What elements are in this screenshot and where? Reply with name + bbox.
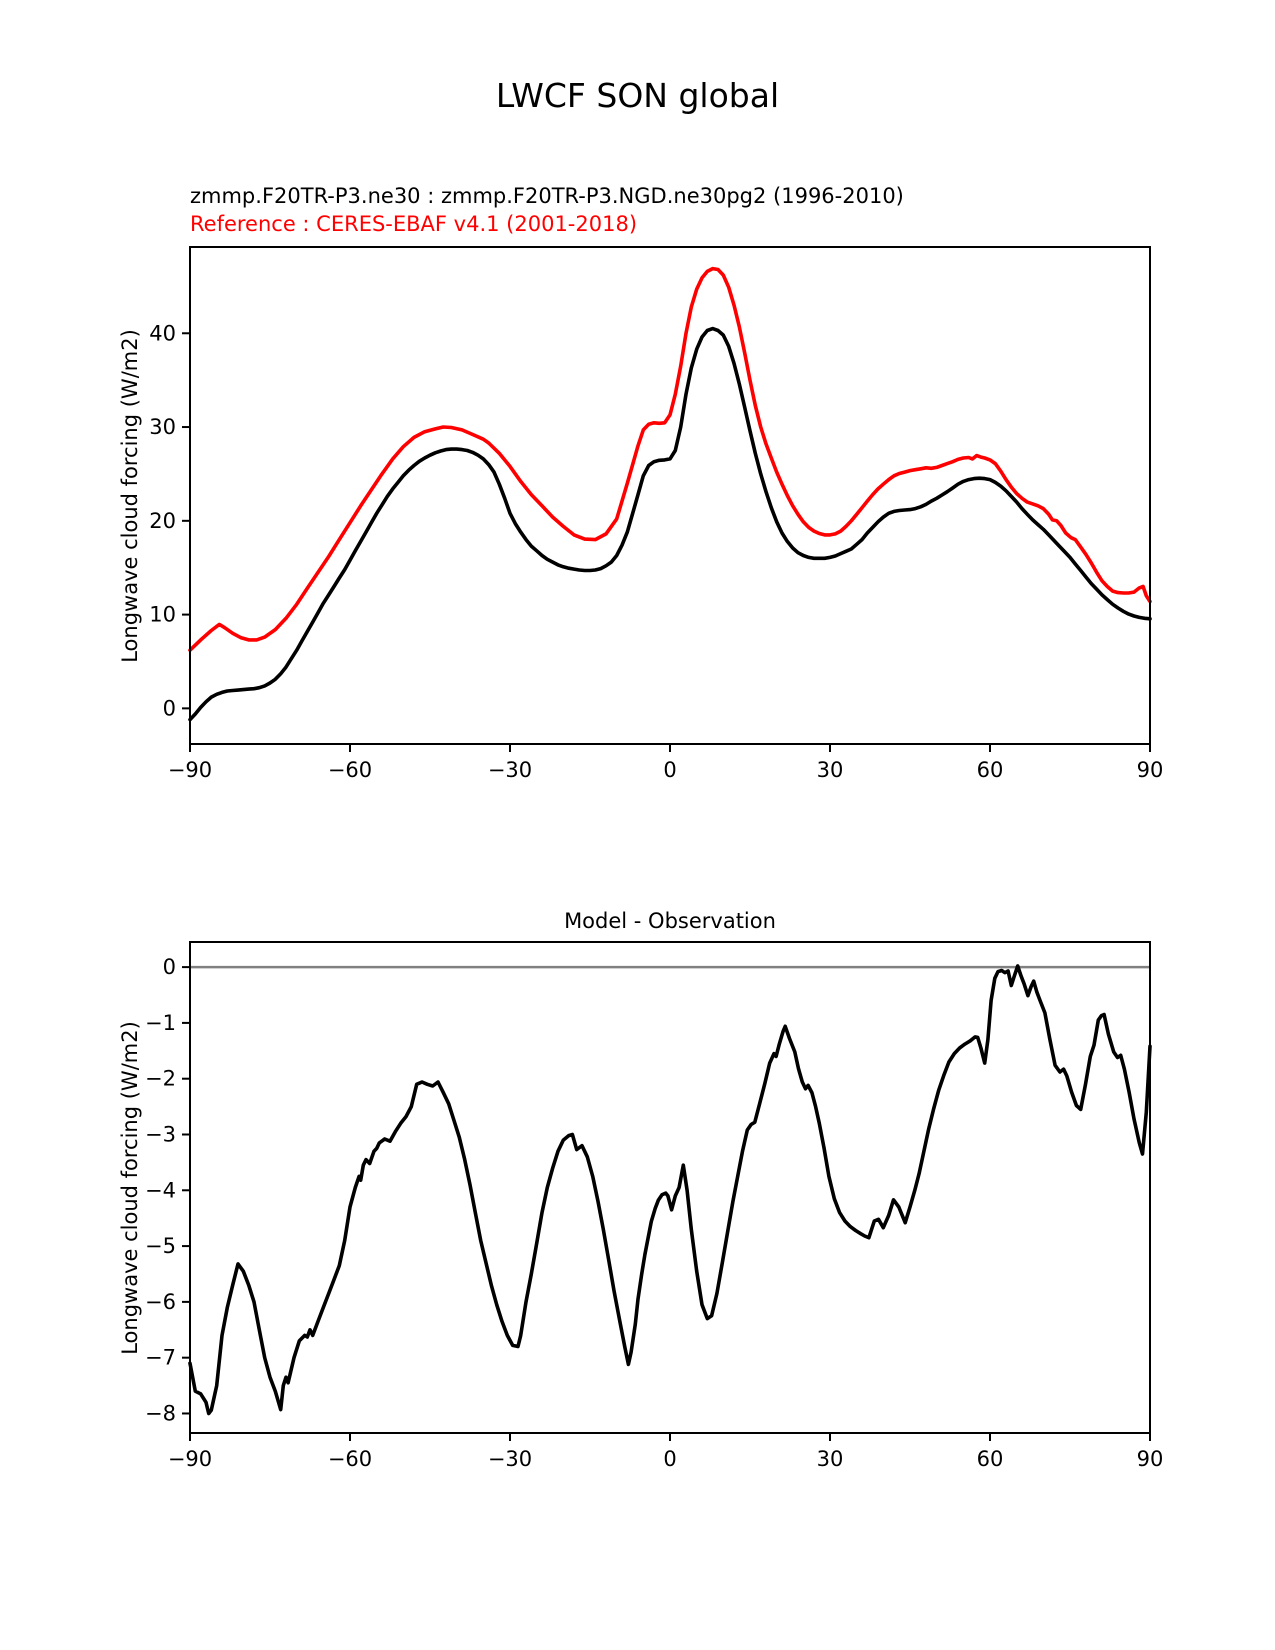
y-tick-label: 0 <box>162 955 176 980</box>
y-tick-label: −8 <box>145 1401 176 1426</box>
x-tick-label: −90 <box>167 758 213 782</box>
y-tick-label: −1 <box>145 1010 176 1035</box>
y-tick-label: −6 <box>145 1289 176 1314</box>
x-tick-label: −90 <box>167 1447 213 1471</box>
diff-curve <box>190 966 1150 1414</box>
x-tick-label: 90 <box>1136 758 1164 782</box>
x-tick-label: −60 <box>327 1447 373 1471</box>
main-title: LWCF SON global <box>495 76 780 115</box>
y-tick-label: −7 <box>145 1345 176 1370</box>
y-tick-label: −5 <box>145 1234 176 1259</box>
axes-spines <box>190 942 1150 1433</box>
y-tick-label: 40 <box>149 321 176 346</box>
x-tick-label: 30 <box>816 1447 844 1471</box>
x-tick-label: 90 <box>1136 1447 1164 1471</box>
reference-label: Reference : CERES-EBAF v4.1 (2001-2018) <box>190 212 638 236</box>
model-curve <box>190 329 1150 720</box>
y-tick-label: −4 <box>145 1178 176 1203</box>
x-tick-label: 30 <box>816 758 844 782</box>
x-tick-label: 60 <box>976 758 1004 782</box>
x-tick-label: −30 <box>487 758 533 782</box>
diff-plot-title: Model - Observation <box>564 909 776 933</box>
y-tick-label: 20 <box>149 508 176 533</box>
y-tick-label: 10 <box>149 602 176 627</box>
x-tick-label: −60 <box>327 758 373 782</box>
x-tick-label: −30 <box>487 1447 533 1471</box>
axes-spines <box>190 247 1150 744</box>
model-run-label: zmmp.F20TR-P3.ne30 : zmmp.F20TR-P3.NGD.ne30pg2 (1996-2010) <box>190 184 904 208</box>
x-tick-label: 60 <box>976 1447 1004 1471</box>
x-tick-label: 0 <box>663 758 677 782</box>
y-axis-label-bottom: Longwave cloud forcing (W/m2) <box>118 1021 142 1355</box>
y-tick-label: 0 <box>162 696 176 721</box>
y-axis-label-top: Longwave cloud forcing (W/m2) <box>118 329 142 663</box>
x-tick-label: 0 <box>663 1447 677 1471</box>
y-tick-label: 30 <box>149 415 176 440</box>
y-tick-label: −2 <box>145 1066 176 1091</box>
y-tick-label: −3 <box>145 1122 176 1147</box>
